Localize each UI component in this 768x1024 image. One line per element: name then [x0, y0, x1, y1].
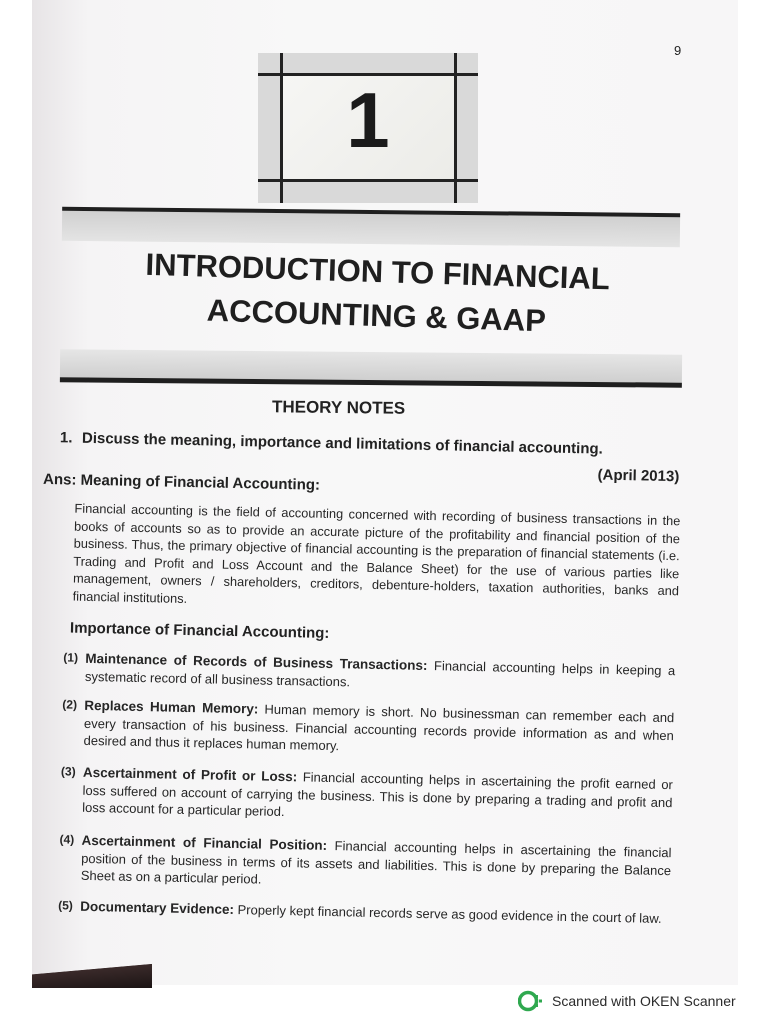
meaning-paragraph: Financial accounting is the field of accounting concerned with recording of business transactions in the books of accounts so as to provide an accurate picture of the profitability and financial position of the business. Thus, the primary objective of financial accounting is the preparation of financial statements (i.e. Trading and Profit and Loss Account and the Balance Sheet) for the use of various parties like management, owners / shareholders, creditors, debenture-holders, taxation authorities, banks and financial institutions.	[72, 500, 681, 606]
list-item-body	[83, 697, 674, 762]
list-item-body	[81, 832, 672, 897]
question-number: 1.	[59, 429, 73, 447]
list-item-number: (3)	[60, 764, 76, 779]
answer-title: Meaning of Financial Accounting:	[80, 471, 321, 494]
importance-heading: Importance of Financial Accounting:	[69, 619, 330, 642]
list-item-title: Replaces Human Memory:	[84, 697, 259, 717]
oken-scanner-logo-icon	[518, 990, 544, 1012]
list-item-number: (1)	[63, 650, 79, 665]
chapter-title-line-2: ACCOUNTING & GAAP	[206, 292, 547, 339]
list-item-number: (5)	[58, 898, 73, 913]
list-item-number: (4)	[59, 832, 75, 847]
page-content	[32, 0, 738, 985]
list-item-title: Ascertainment of Profit or Loss:	[82, 764, 298, 785]
scanner-watermark-text: Scanned with OKEN Scanner	[552, 993, 736, 1009]
list-item-body	[80, 898, 670, 928]
list-item	[58, 897, 670, 927]
list-item-text: Financial accounting helps in ascertaining the profit earned or loss suffered on account of carrying the business. This is done by preparing a trading and profit and loss account for a particular period.	[82, 769, 674, 820]
scanner-watermark	[518, 990, 736, 1012]
list-item	[60, 763, 673, 828]
list-item	[61, 696, 674, 761]
list-item-text: Human memory is short. No businessman can remember each and every transaction of his business. Financial accounting records provide information as and when desired and thus it replaces human memory.	[83, 701, 675, 754]
list-item-title: Maintenance of Records of Business Transactions:	[85, 650, 428, 674]
list-item-title: Ascertainment of Financial Position:	[81, 832, 328, 853]
answer-label: Ans:	[42, 470, 77, 489]
list-item-title: Documentary Evidence:	[80, 898, 235, 918]
section-heading: THEORY NOTES	[271, 397, 406, 418]
list-item	[63, 649, 676, 697]
list-item	[59, 831, 672, 896]
question-date: (April 2013)	[597, 466, 680, 486]
list-item-text: Financial accounting helps in ascertaining the financial position of the business in terms of its assets and liabilities. This is done by preparing the Balance Sheet as on a particular period.	[80, 837, 672, 887]
document-page	[32, 0, 738, 985]
list-item-body	[82, 764, 673, 829]
answer-heading	[43, 471, 320, 494]
page-number: 9	[674, 43, 682, 58]
chapter-number: 1	[346, 76, 390, 164]
question-text: Discuss the meaning, importance and limitations of financial accounting.	[81, 429, 603, 458]
list-item-text: Financial accounting helps in keeping a systematic record of all business transactions.	[84, 658, 676, 689]
chapter-title-line-1: INTRODUCTION TO FINANCIAL	[145, 246, 611, 297]
page-edge-shadow	[32, 958, 152, 988]
list-item-number: (2)	[62, 697, 78, 712]
list-item-body	[85, 650, 676, 697]
list-item-text: Properly kept financial records serve as good evidence in the court of law.	[233, 902, 662, 926]
